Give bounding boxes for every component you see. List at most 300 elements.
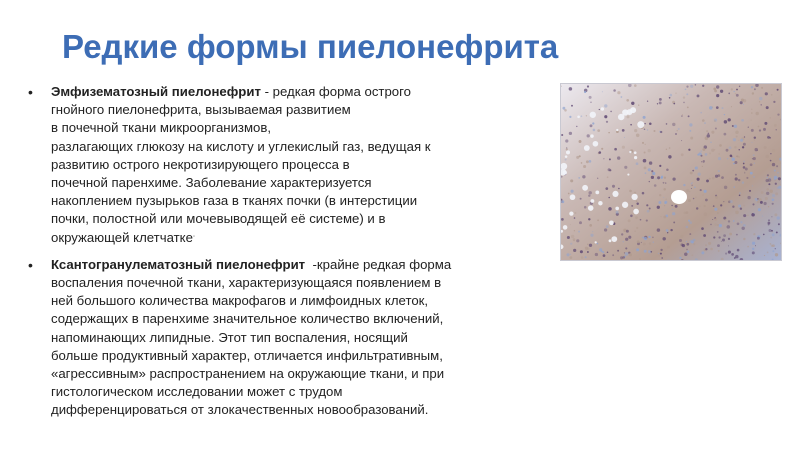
tissue-speckle [653, 130, 655, 132]
tissue-speckle [688, 149, 690, 151]
tissue-speckle [590, 234, 593, 237]
tissue-speckle [613, 89, 616, 92]
tissue-speckle [695, 166, 698, 169]
bullet-term: Эмфизематозный пиелонефрит [51, 84, 261, 99]
tissue-speckle [686, 189, 689, 192]
bullet-line: напоминающих липидные. Этот тип воспаления, носящий [51, 329, 408, 345]
tissue-speckle [734, 186, 735, 187]
tissue-speckle [702, 148, 705, 151]
tissue-speckle [576, 239, 579, 242]
tissue-speckle [750, 172, 753, 175]
tissue-speckle [764, 255, 765, 256]
tissue-speckle [588, 218, 590, 220]
tissue-speckle [765, 92, 768, 95]
bullet-line: окружающей клетчатке. [51, 229, 196, 245]
tissue-speckle [714, 120, 716, 122]
tissue-speckle [700, 150, 702, 152]
tissue-speckle [636, 227, 638, 229]
tissue-speckle [597, 129, 600, 132]
tissue-speckle [772, 259, 774, 261]
tissue-speckle [661, 175, 663, 177]
tissue-speckle [743, 214, 746, 217]
tissue-speckle [561, 134, 563, 136]
tissue-speckle [715, 128, 717, 130]
tissue-speckle [573, 249, 576, 252]
tissue-speckle [569, 116, 571, 118]
tissue-speckle [643, 242, 646, 245]
tissue-speckle [772, 233, 775, 236]
tissue-speckle [692, 185, 693, 186]
tissue-speckle [746, 177, 748, 179]
tissue-speckle [690, 85, 693, 88]
tissue-speckle [709, 106, 712, 109]
tissue-speckle [709, 178, 711, 180]
tissue-speckle [735, 255, 739, 259]
tissue-speckle [682, 244, 685, 247]
bullet-line: больше продуктивный характер, отличается инфильтративным, [51, 347, 443, 363]
tissue-speckle [750, 163, 753, 166]
tissue-speckle [769, 137, 771, 139]
tissue-speckle [725, 219, 727, 221]
tissue-speckle [698, 173, 701, 176]
tissue-speckle [705, 153, 708, 156]
slide-title: Редкие формы пиелонефрита [62, 28, 559, 65]
tissue-speckle [772, 163, 775, 166]
tissue-speckle [689, 130, 691, 132]
bullet-line: почки, полостной или мочевыводящей её системе) и в [51, 211, 386, 227]
vacuole [588, 205, 594, 211]
tissue-speckle [737, 249, 740, 252]
histology-micrograph [560, 83, 782, 261]
slide-body [28, 83, 553, 429]
tissue-speckle [692, 182, 693, 183]
bullet-line: Эмфизематозный пиелонефрит - редкая форма острого [51, 84, 411, 99]
tissue-speckle [574, 212, 576, 214]
tissue-speckle [601, 148, 603, 150]
tissue-speckle [704, 212, 708, 216]
tissue-speckle [780, 184, 782, 186]
tissue-speckle [715, 196, 718, 199]
tissue-speckle [714, 208, 717, 211]
tissue-speckle [734, 161, 737, 164]
tissue-speckle [675, 93, 676, 94]
tissue-speckle [679, 257, 681, 259]
tissue-speckle [717, 212, 719, 214]
tissue-speckle [743, 161, 745, 163]
bullet-line: содержащих в паренхиме значительное количество включений, [51, 311, 444, 327]
tissue-speckle [648, 168, 651, 171]
tissue-speckle [761, 87, 763, 89]
tissue-speckle [604, 115, 607, 118]
tissue-speckle [642, 192, 645, 195]
tissue-speckle [634, 129, 637, 132]
vacuole [584, 145, 590, 151]
tissue-speckle [741, 227, 744, 230]
tissue-speckle [635, 216, 638, 219]
tissue-speckle [716, 85, 719, 88]
tissue-speckle [659, 101, 662, 104]
vacuole [629, 151, 631, 153]
tissue-speckle [587, 85, 589, 87]
tissue-speckle [683, 102, 685, 104]
tissue-speckle [675, 205, 678, 208]
tissue-speckle [657, 103, 658, 104]
tissue-speckle [767, 252, 769, 254]
tissue-speckle [605, 187, 608, 190]
tissue-speckle [722, 107, 724, 109]
tissue-speckle [723, 234, 726, 237]
tissue-speckle [738, 179, 740, 181]
tissue-speckle [616, 211, 619, 214]
tissue-speckle [755, 245, 756, 246]
tissue-speckle [779, 234, 782, 237]
vacuole [590, 112, 596, 118]
tissue-speckle [630, 215, 633, 218]
tissue-speckle [637, 240, 640, 243]
tissue-speckle [739, 86, 740, 87]
tissue-speckle [727, 158, 728, 159]
vacuole [593, 141, 599, 147]
tissue-speckle [566, 253, 569, 256]
tissue-speckle [683, 252, 684, 253]
tissue-speckle [760, 201, 763, 204]
tissue-speckle [731, 88, 733, 90]
tissue-speckle [774, 213, 777, 216]
vacuole [633, 209, 639, 215]
tissue-speckle [653, 241, 655, 243]
tissue-speckle [668, 155, 671, 158]
tissue-speckle [655, 178, 657, 180]
tissue-speckle [645, 172, 647, 174]
tissue-speckle [768, 178, 771, 181]
tissue-speckle [626, 230, 629, 233]
tissue-speckle [631, 102, 634, 105]
tissue-speckle [561, 200, 564, 203]
tissue-speckle [583, 165, 586, 168]
tissue-speckle [769, 229, 772, 232]
tissue-speckle [657, 176, 660, 179]
tissue-speckle [770, 237, 772, 239]
tissue-speckle [571, 190, 574, 193]
tissue-speckle [771, 216, 772, 217]
bullet-term: Ксантогранулематозный пиелонефрит [51, 256, 306, 272]
bullet-line: гнойного пиелонефрита, вызываемая развитием [51, 102, 351, 118]
tissue-speckle [669, 147, 671, 149]
tissue-speckle [751, 120, 752, 121]
tissue-speckle [775, 248, 776, 249]
tissue-speckle [684, 252, 687, 255]
tissue-speckle [666, 168, 669, 171]
tissue-speckle [614, 148, 617, 151]
tissue-speckle [728, 118, 731, 121]
tissue-speckle [622, 129, 625, 132]
vacuole [609, 239, 612, 242]
tissue-speckle [582, 175, 585, 178]
tissue-speckle [702, 119, 705, 122]
tissue-speckle [652, 172, 655, 175]
tissue-speckle [743, 99, 747, 103]
tissue-speckle [647, 129, 648, 130]
bullet-line: ней большого количества макрофагов и лимфоидных клеток, [51, 293, 429, 309]
tissue-speckle [702, 166, 703, 167]
vacuole [565, 155, 568, 158]
tissue-speckle [646, 204, 648, 206]
tissue-speckle [574, 217, 576, 219]
tissue-speckle [752, 92, 754, 94]
tissue-speckle [770, 160, 772, 162]
tissue-speckle [700, 112, 702, 114]
tissue-speckle [645, 144, 646, 145]
tissue-speckle [780, 243, 781, 244]
tissue-speckle [768, 206, 769, 207]
tissue-speckle [747, 246, 749, 248]
tissue-speckle [644, 123, 646, 125]
tissue-speckle [674, 123, 675, 124]
tissue-speckle [752, 158, 753, 159]
vacuole [615, 207, 619, 211]
tissue-speckle [732, 206, 734, 208]
tissue-speckle [622, 146, 625, 149]
tissue-speckle [776, 165, 778, 167]
tissue-speckle [644, 250, 647, 253]
tissue-speckle [752, 242, 755, 245]
tissue-speckle [686, 249, 688, 251]
tissue-speckle [574, 230, 575, 231]
tissue-speckle [667, 232, 668, 233]
tissue-speckle [700, 155, 702, 157]
tissue-speckle [602, 91, 603, 92]
vacuole [569, 211, 573, 215]
tissue-speckle [617, 156, 620, 159]
tissue-speckle [754, 139, 755, 140]
tissue-speckle [773, 101, 775, 103]
tissue-speckle [701, 161, 702, 162]
tissue-speckle [566, 148, 568, 150]
tissue-speckle [663, 197, 664, 198]
tissue-speckle [714, 218, 717, 221]
tissue-speckle [654, 184, 657, 187]
tissue-speckle [736, 89, 738, 91]
tissue-speckle [686, 226, 689, 229]
tissue-speckle [668, 259, 669, 260]
tissue-speckle [608, 207, 612, 211]
tissue-speckle [712, 219, 713, 220]
vacuole [634, 156, 637, 159]
tissue-speckle [745, 168, 748, 171]
tissue-speckle [636, 162, 639, 165]
tissue-speckle [703, 205, 705, 207]
tissue-speckle [702, 85, 704, 87]
tissue-speckle [606, 225, 609, 228]
tissue-speckle [595, 253, 598, 256]
tissue-speckle [752, 203, 754, 205]
tissue-speckle [767, 174, 769, 176]
tissue-speckle [729, 233, 732, 236]
tissue-speckle [682, 114, 683, 115]
tissue-speckle [730, 200, 733, 203]
tissue-speckle [629, 190, 632, 193]
vacuole [616, 129, 618, 131]
tissue-speckle [686, 243, 689, 246]
tissue-speckle [608, 132, 610, 134]
tissue-speckle [692, 170, 694, 172]
tissue-speckle [733, 138, 736, 141]
tissue-speckle [744, 172, 745, 173]
tissue-speckle [772, 231, 773, 232]
tissue-speckle [713, 205, 715, 207]
tissue-speckle [589, 96, 592, 99]
tissue-speckle [733, 91, 734, 92]
tissue-speckle [589, 224, 592, 227]
tissue-speckle [687, 250, 690, 253]
tissue-speckle [629, 253, 632, 256]
tissue-speckle [728, 93, 730, 95]
tissue-speckle [649, 161, 652, 164]
tissue-speckle [671, 205, 672, 206]
bullet-trailing: . [192, 229, 196, 239]
tissue-speckle [754, 136, 756, 138]
tissue-speckle [753, 213, 754, 214]
tissue-speckle [768, 183, 770, 185]
vacuole [577, 115, 580, 118]
tissue-speckle [739, 192, 740, 193]
tissue-speckle [705, 199, 708, 202]
tissue-speckle [735, 93, 737, 95]
tissue-speckle [642, 237, 644, 239]
tissue-speckle [612, 185, 615, 188]
tissue-speckle [714, 223, 717, 226]
tissue-speckle [779, 158, 782, 161]
tissue-speckle [713, 88, 716, 91]
tissue-speckle [569, 87, 573, 91]
tissue-speckle [642, 142, 644, 144]
tissue-speckle [722, 239, 725, 242]
tissue-speckle [780, 162, 781, 163]
tissue-speckle [681, 115, 683, 117]
tissue-speckle [658, 201, 661, 204]
tissue-speckle [587, 134, 590, 137]
tissue-speckle [604, 228, 607, 231]
tissue-speckle [774, 124, 777, 127]
tissue-speckle [586, 115, 587, 116]
tissue-speckle [694, 187, 695, 188]
tissue-speckle [742, 181, 744, 183]
tissue-speckle [718, 236, 720, 238]
tissue-speckle [747, 215, 748, 216]
tissue-speckle [571, 235, 574, 238]
tissue-speckle [728, 251, 731, 254]
bullet-line: развитию острого некротизирующего процесса в [51, 156, 350, 172]
tissue-speckle [735, 177, 738, 180]
tissue-speckle [744, 136, 745, 137]
tissue-speckle [777, 216, 780, 219]
tissue-speckle [775, 183, 777, 185]
tissue-speckle [747, 196, 750, 199]
tissue-speckle [573, 238, 576, 241]
tissue-speckle [663, 215, 666, 218]
tissue-speckle [659, 255, 660, 256]
tissue-speckle [701, 227, 704, 230]
tissue-speckle [748, 127, 749, 128]
tissue-speckle [714, 149, 715, 150]
tissue-speckle [754, 163, 755, 164]
tissue-speckle [759, 97, 762, 100]
tissue-speckle [754, 88, 756, 90]
tissue-speckle [717, 174, 720, 177]
tissue-speckle [657, 228, 660, 231]
tissue-speckle [690, 137, 693, 140]
tissue-speckle [763, 234, 765, 236]
tissue-speckle [697, 94, 700, 97]
tissue-speckle [711, 149, 714, 152]
tissue-speckle [586, 160, 589, 163]
vacuole [582, 185, 588, 191]
tissue-speckle [666, 229, 669, 232]
tissue-speckle [625, 238, 628, 241]
tissue-speckle [592, 122, 594, 124]
tissue-speckle [570, 243, 572, 245]
tissue-speckle [724, 133, 727, 136]
tissue-speckle [597, 219, 599, 221]
vacuole [612, 191, 618, 197]
tissue-speckle [646, 220, 648, 222]
tissue-speckle [581, 256, 584, 259]
tissue-speckle [588, 194, 590, 196]
tissue-speckle [720, 90, 723, 93]
tissue-speckle [719, 224, 722, 227]
vacuole [611, 236, 617, 242]
tissue-speckle [570, 256, 573, 259]
tissue-speckle [743, 143, 746, 146]
tissue-speckle [732, 125, 734, 127]
tissue-speckle [677, 130, 678, 131]
tissue-speckle [672, 209, 673, 210]
tissue-speckle [696, 207, 698, 209]
tissue-speckle [766, 188, 769, 191]
tissue-speckle [589, 160, 592, 163]
tissue-speckle [631, 205, 633, 207]
tissue-speckle [665, 182, 666, 183]
tissue-speckle [649, 242, 651, 244]
tissue-speckle [602, 251, 604, 253]
tissue-speckle [592, 231, 593, 232]
tissue-speckle [776, 129, 777, 130]
tissue-speckle [740, 208, 742, 210]
bullet-line: разлагающих глюкозу на кислоту и углекислый газ, ведущая к [51, 138, 431, 154]
tissue-speckle [725, 253, 727, 255]
tissue-speckle [743, 166, 746, 169]
tissue-speckle [751, 112, 753, 114]
tissue-speckle [570, 179, 573, 182]
tissue-speckle [691, 188, 692, 189]
tissue-speckle [781, 195, 782, 197]
vacuole [590, 134, 593, 137]
vacuole [570, 194, 576, 200]
tissue-speckle [659, 165, 661, 167]
tissue-speckle [706, 130, 708, 132]
tissue-speckle [587, 247, 590, 250]
tissue-speckle [697, 154, 699, 156]
tissue-speckle [778, 223, 780, 225]
tissue-speckle [569, 132, 572, 135]
tissue-speckle [772, 149, 775, 152]
tissue-speckle [757, 237, 760, 240]
tissue-speckle [772, 203, 774, 205]
tissue-speckle [775, 253, 778, 256]
tissue-speckle [752, 248, 754, 250]
tissue-speckle [681, 140, 682, 141]
tissue-speckle [659, 98, 662, 101]
